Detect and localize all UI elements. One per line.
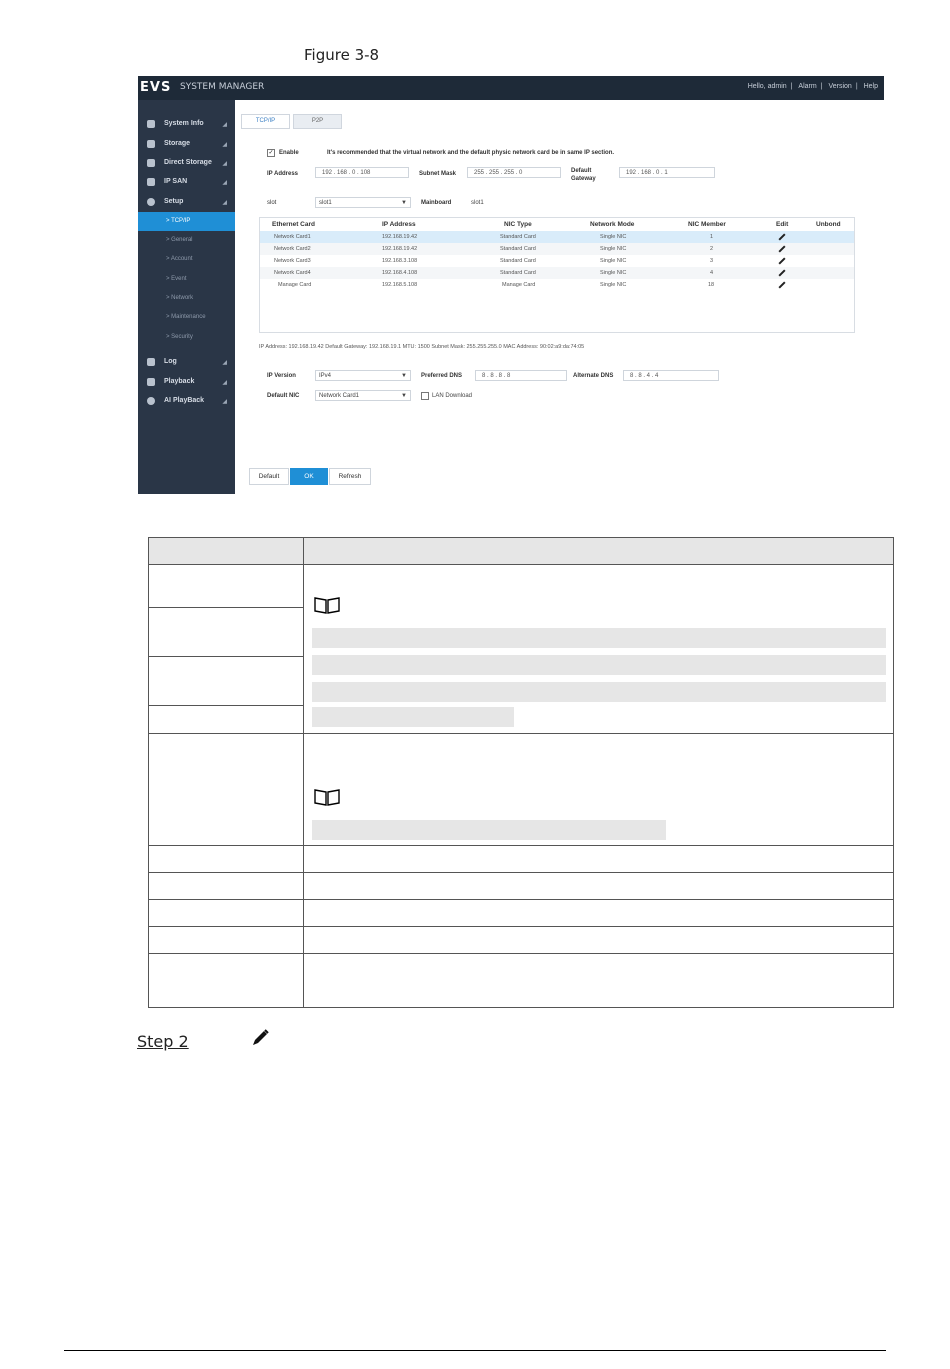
- cell-ethernet-card: Network Card4: [274, 270, 311, 276]
- table-row[interactable]: [260, 255, 854, 267]
- note-book-icon: [313, 787, 341, 807]
- description-cell: [303, 926, 894, 954]
- cell-ip-address: 192.168.19.42: [382, 246, 418, 252]
- top-links: Hello, admin | Alarm | Version | Help: [747, 83, 878, 90]
- note-highlight: [312, 707, 514, 727]
- cell-network-mode: Single NIC: [600, 234, 627, 240]
- cell-ethernet-card: Manage Card: [278, 282, 312, 288]
- description-cell: [303, 953, 894, 1008]
- sidebar-subitem-maintenance[interactable]: > Maintenance: [166, 314, 206, 320]
- preferred-dns-input[interactable]: 8 . 8 . 8 . 8: [475, 370, 567, 381]
- col-ethernet-card: Ethernet Card: [272, 221, 315, 228]
- default-nic-label: Default NIC: [267, 393, 300, 399]
- caret-icon: ◢: [222, 122, 227, 128]
- caret-icon: ◢: [222, 380, 227, 386]
- cell-ip-address: 192.168.5.108: [382, 282, 418, 288]
- cell-ethernet-card: Network Card1: [274, 234, 311, 240]
- ip-version-value: IPv4: [319, 373, 332, 379]
- param-cell: [148, 733, 304, 846]
- footer-rule: [64, 1350, 886, 1351]
- hint-text: It's recommended that the virtual network and the default physic network card be in same IP section.: [327, 150, 615, 156]
- edit-pencil-icon[interactable]: [778, 245, 785, 252]
- description-cell: [303, 845, 894, 873]
- help-link[interactable]: Help: [863, 83, 878, 90]
- table-row[interactable]: [260, 231, 854, 243]
- col-unbond: Unbond: [816, 221, 841, 228]
- step-label: Step 2: [137, 1032, 189, 1051]
- col-nic-type: NIC Type: [504, 221, 532, 228]
- default-gateway-input[interactable]: 192 . 168 . 0 . 1: [619, 167, 715, 178]
- note-highlight: [312, 820, 666, 840]
- subnet-mask-label: Subnet Mask: [419, 171, 457, 177]
- sidebar-item-direct-storage[interactable]: Direct Storage ◢: [138, 154, 235, 173]
- table-row[interactable]: [260, 243, 854, 255]
- description-cell: [303, 872, 894, 900]
- playback-icon: [147, 378, 155, 386]
- nic-info-line: IP Address: 192.168.19.42 Default Gateway: 192.168.19.1 MTU: 1500 Subnet Mask: 255.255.255.0 MAC Address: 90:02:a9:da:74:05: [259, 344, 585, 350]
- sidebar-subitem-event[interactable]: > Event: [166, 276, 187, 282]
- description-cell: [303, 899, 894, 927]
- cell-network-mode: Single NIC: [600, 258, 627, 264]
- sidebar-item-ai-playback[interactable]: AI PlayBack ◢: [138, 392, 235, 411]
- tab-p2p[interactable]: P2P: [293, 114, 342, 129]
- gear-icon: [147, 198, 155, 206]
- description-cell: [303, 564, 894, 734]
- sidebar-subitem-general[interactable]: > General: [166, 237, 193, 243]
- cell-network-mode: Single NIC: [600, 270, 627, 276]
- cell-nic-member: 3: [710, 258, 714, 264]
- ip-address-label: IP Address: [267, 171, 299, 177]
- edit-pencil-icon[interactable]: [778, 233, 785, 240]
- cell-nic-type: Standard Card: [500, 234, 536, 240]
- cell-nic-member: 2: [710, 246, 714, 252]
- ip-san-icon: [147, 178, 155, 186]
- ai-playback-icon: [147, 397, 155, 405]
- param-cell: [148, 656, 304, 706]
- preferred-dns-label: Preferred DNS: [421, 373, 463, 379]
- note-book-icon: [313, 595, 341, 615]
- param-cell: [148, 872, 304, 900]
- table-row[interactable]: [260, 267, 854, 279]
- param-cell: [148, 564, 304, 608]
- default-nic-value: Network Card1: [319, 393, 360, 399]
- refresh-button[interactable]: Refresh: [329, 468, 371, 485]
- param-cell: [148, 926, 304, 954]
- col-nic-member: NIC Member: [688, 221, 726, 228]
- app-title: SYSTEM MANAGER: [180, 82, 265, 92]
- mainboard-label: Mainboard: [421, 200, 452, 206]
- lan-download-checkbox[interactable]: [421, 392, 429, 400]
- note-highlight: [312, 628, 886, 648]
- storage-icon: [147, 140, 155, 148]
- main-content: [235, 100, 884, 494]
- figure-caption: Figure 3-8: [304, 46, 380, 64]
- ip-address-input[interactable]: 192 . 168 . 0 . 108: [315, 167, 409, 178]
- col-ip-address: IP Address: [382, 221, 416, 228]
- cell-nic-type: Standard Card: [500, 246, 536, 252]
- user-menu-link[interactable]: Hello, admin: [747, 83, 787, 90]
- ip-version-select[interactable]: [315, 370, 411, 381]
- caret-icon: ◢: [222, 180, 227, 186]
- default-button[interactable]: Default: [249, 468, 289, 485]
- alarm-link[interactable]: Alarm: [798, 83, 817, 90]
- brand-logo: EVS: [140, 80, 172, 95]
- param-cell: [148, 607, 304, 657]
- version-link[interactable]: Version: [828, 83, 852, 90]
- direct-storage-icon: [147, 159, 155, 167]
- cell-nic-member: 18: [708, 282, 715, 288]
- log-icon: [147, 358, 155, 366]
- cell-nic-member: 1: [710, 234, 714, 240]
- cell-nic-type: Standard Card: [500, 258, 536, 264]
- info-icon: [147, 120, 155, 128]
- cell-ethernet-card: Network Card3: [274, 258, 311, 264]
- edit-pencil-icon[interactable]: [778, 281, 785, 288]
- subnet-mask-input[interactable]: 255 . 255 . 255 . 0: [467, 167, 561, 178]
- caret-icon: ◢: [222, 360, 227, 366]
- ui-screenshot: [138, 76, 884, 494]
- slot-value: slot1: [319, 200, 332, 206]
- caret-icon: ◢: [222, 161, 227, 167]
- slot-select[interactable]: [315, 197, 411, 208]
- cell-network-mode: Single NIC: [600, 282, 627, 288]
- sidebar-item-storage[interactable]: Storage ◢: [138, 135, 235, 154]
- edit-pencil-icon[interactable]: [778, 257, 785, 264]
- note-highlight: [312, 682, 886, 702]
- cell-network-mode: Single NIC: [600, 246, 627, 252]
- cell-ip-address: 192.168.4.108: [382, 270, 418, 276]
- slot-label: slot: [267, 200, 277, 206]
- sidebar: [138, 100, 235, 494]
- ok-button[interactable]: OK: [290, 468, 328, 485]
- cell-nic-member: 4: [710, 270, 714, 276]
- alternate-dns-input[interactable]: 8 . 8 . 4 . 4: [623, 370, 719, 381]
- table-header-description: [303, 537, 894, 565]
- param-cell: [148, 845, 304, 873]
- sidebar-subitem-network[interactable]: > Network: [166, 295, 194, 301]
- caret-down-icon: ▼: [401, 393, 407, 399]
- alternate-dns-label: Alternate DNS: [573, 373, 614, 379]
- param-cell: [148, 705, 304, 734]
- sidebar-item-setup[interactable]: Setup ◢: [138, 193, 235, 212]
- sidebar-subitem-account[interactable]: > Account: [166, 256, 193, 262]
- caret-down-icon: ▼: [401, 373, 407, 379]
- cell-ip-address: 192.168.3.108: [382, 258, 418, 264]
- sidebar-subitem-tcpip[interactable]: > TCP/IP: [138, 212, 235, 231]
- edit-pencil-icon[interactable]: [778, 269, 785, 276]
- table-row[interactable]: [260, 279, 854, 291]
- mainboard-value: slot1: [471, 200, 484, 206]
- parameter-table: [148, 537, 894, 1008]
- cell-ethernet-card: Network Card2: [274, 246, 311, 252]
- param-cell: [148, 953, 304, 1008]
- tab-tcpip[interactable]: TCP/IP: [241, 114, 290, 129]
- table-header-parameter: [148, 537, 304, 565]
- top-bar: [138, 76, 884, 100]
- sidebar-item-playback[interactable]: Playback ◢: [138, 373, 235, 392]
- caret-icon: ◢: [222, 200, 227, 206]
- default-nic-select[interactable]: [315, 390, 411, 401]
- sidebar-item-ip-san[interactable]: IP SAN ◢: [138, 173, 235, 192]
- default-gateway-label-line1: Default: [571, 168, 592, 174]
- col-network-mode: Network Mode: [590, 221, 635, 228]
- lan-download-label: LAN Download: [432, 393, 473, 399]
- pencil-icon: [250, 1028, 270, 1048]
- caret-down-icon: ▼: [401, 200, 407, 206]
- param-cell: [148, 899, 304, 927]
- note-highlight: [312, 655, 886, 675]
- sidebar-subitem-security[interactable]: > Security: [166, 334, 193, 340]
- cell-ip-address: 192.168.19.42: [382, 234, 418, 240]
- default-gateway-label-line2: Gateway: [571, 176, 596, 182]
- sidebar-item-system-info[interactable]: System Info ◢: [138, 115, 235, 134]
- caret-icon: ◢: [222, 142, 227, 148]
- cell-nic-type: Standard Card: [500, 270, 536, 276]
- caret-icon: ◢: [222, 399, 227, 405]
- sidebar-item-log[interactable]: Log ◢: [138, 353, 235, 372]
- nic-table: [259, 217, 855, 333]
- col-edit: Edit: [776, 221, 789, 228]
- ip-version-label: IP Version: [267, 373, 296, 379]
- enable-checkbox[interactable]: ✓: [268, 150, 274, 156]
- cell-nic-type: Manage Card: [502, 282, 536, 288]
- enable-label: Enable: [279, 150, 299, 156]
- description-cell: [303, 733, 894, 846]
